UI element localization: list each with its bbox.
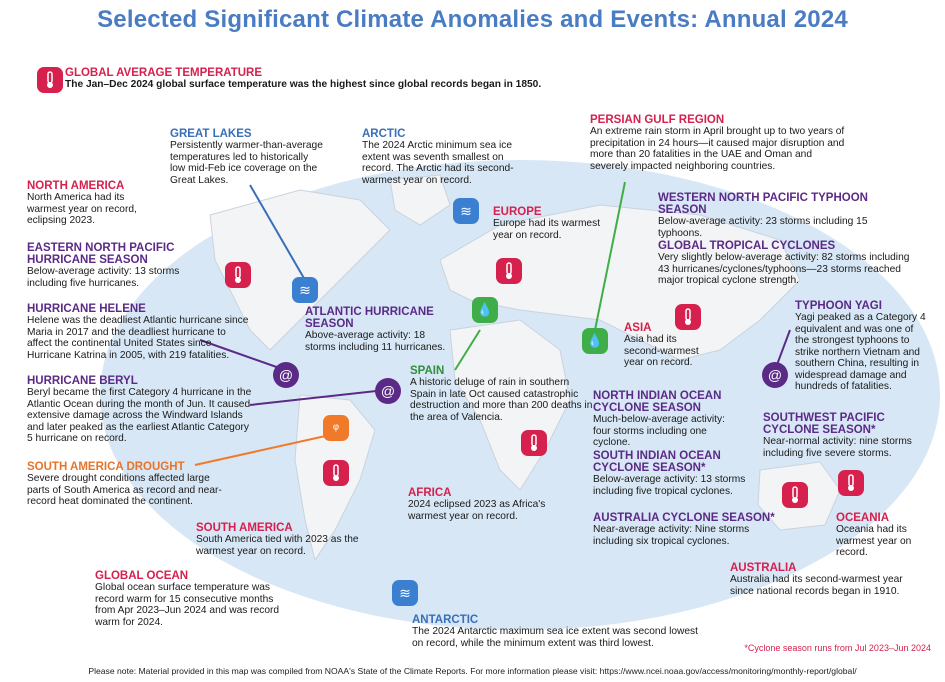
great-lakes-heading: GREAT LAKES [170,128,252,140]
sa-drought-heading: SOUTH AMERICA DROUGHT [27,461,185,473]
raindrops-icon: 💧 [472,297,498,323]
persian-gulf-heading: PERSIAN GULF REGION [590,114,725,126]
atlantic-text: Above-average activity: 18 storms including 11 hurricanes. [305,330,446,353]
ice-icon: ≋ [392,580,418,606]
enp-hurricane-heading: EASTERN NORTH PACIFIC HURRICANE SEASON [27,242,175,266]
hurricane-icon: @ [762,362,788,388]
global-temp-text: The Jan–Dec 2024 global surface temperature was the highest since global records began in 1850. [65,79,542,90]
spain-text: A historic deluge of rain in southern Spain in late Oct caused catastrophic destruction and more than 200 deaths in the area of Valencia. [410,377,593,423]
oceania-block [836,512,916,559]
thermometer-icon [37,67,63,93]
sa-drought-text: Severe drought conditions affected large parts of South America as record and near-record heat dominated the continent. [27,473,222,507]
drought-icon: ᵠ [323,415,349,441]
australia-cyclone-text: Near-average activity: Nine storms including six tropical cyclones. [593,524,750,547]
australia-heading: AUSTRALIA [730,562,797,574]
thermometer-icon [838,470,864,496]
europe-text: Europe had its warmest year on record. [493,218,601,241]
sio-heading: SOUTH INDIAN OCEAN CYCLONE SEASON* [593,450,721,474]
antarctic-text: The 2024 Antarctic maximum sea ice extent was second lowest on record, while the minimum extent was third lowest. [412,626,698,649]
australia-cyclone-heading: AUSTRALIA CYCLONE SEASON* [593,512,775,524]
antarctic-heading: ANTARCTIC [412,614,479,626]
spain-block [410,365,595,423]
australia-cyclone-block [593,512,778,547]
arctic-block [362,128,537,186]
great-lakes-block [170,128,325,186]
oceania-heading: OCEANIA [836,512,890,524]
hurricane-icon: @ [273,362,299,388]
helene-text: Helene was the deadliest Atlantic hurricane since Maria in 2017 and the deadliest hurricane to affect the continental United States since Hurricane Katrina in 2005, with 219 fatalities. [27,315,249,361]
arctic-heading: ARCTIC [362,128,406,140]
south-america-heading: SOUTH AMERICA [196,522,293,534]
asia-block [624,322,714,369]
nio-text: Much-below-average activity: four storms including one cyclone. [593,414,725,448]
europe-block [493,206,613,241]
wnp-typhoon-block [658,192,898,239]
thermometer-icon [323,460,349,486]
typhoon-yagi-heading: TYPHOON YAGI [795,300,882,312]
arctic-text: The 2024 Arctic minimum sea ice extent was seventh smallest on record. The Arctic had its second-warmest year on record. [362,140,514,186]
wnp-typhoon-text: Below-average activity: 23 storms including 15 typhoons. [658,216,868,239]
south-america-text: South America tied with 2023 as the warmest year on record. [196,534,359,557]
great-lakes-text: Persistently warmer-than-average temperatures led to historically low mid-Feb ice coverage on the Great Lakes. [170,140,323,186]
oceania-text: Oceania had its warmest year on record. [836,524,912,558]
cyclone-note: *Cyclone season runs from Jul 2023–Jun 2024 [744,643,931,653]
beryl-heading: HURRICANE BERYL [27,375,138,387]
thermometer-icon [521,430,547,456]
enp-hurricane-block [27,242,202,289]
global-ocean-text: Global ocean surface temperature was record warm for 15 consecutive months from Apr 2023–Jun 2024 and was record warm for 2024. [95,582,280,628]
australia-block [730,562,905,597]
raindrops-icon: 💧 [582,328,608,354]
hurricane-icon: @ [375,378,401,404]
sio-block [593,450,763,497]
africa-text: 2024 eclipsed 2023 as Africa's warmest year on record. [408,499,546,522]
ice-icon: ≋ [453,198,479,224]
global-tropical-block [658,240,923,287]
thermometer-icon [782,482,808,508]
europe-heading: EUROPE [493,206,542,218]
helene-heading: HURRICANE HELENE [27,303,146,315]
global-ocean-block [95,570,295,628]
persian-gulf-block [590,114,850,172]
sio-text: Below-average activity: 13 storms including five tropical cyclones. [593,474,746,497]
global-temp-heading: GLOBAL AVERAGE TEMPERATURE [65,67,262,79]
beryl-block [27,375,252,445]
south-america-block [196,522,376,557]
north-america-text: North America had its warmest year on record, eclipsing 2023. [27,192,137,226]
asia-heading: ASIA [624,322,652,334]
nio-block [593,390,743,449]
swp-text: Near-normal activity: nine storms including five severe storms. [763,436,912,459]
global-ocean-heading: GLOBAL OCEAN [95,570,189,582]
africa-heading: AFRICA [408,487,452,499]
thermometer-icon [225,262,251,288]
north-america-heading: NORTH AMERICA [27,180,125,192]
footer-note: Please note: Material provided in this map was compiled from NOAA's State of the Climate Reports. For more information please visit: https://www.ncei.noaa.gov/access/monitoring/monthly-report/global/ [88,666,857,676]
australia-text: Australia had its second-warmest year since national records began in 1910. [730,574,903,597]
nio-heading: NORTH INDIAN OCEAN CYCLONE SEASON [593,390,722,414]
thermometer-icon [496,258,522,284]
atlantic-block [305,306,455,353]
swp-heading: SOUTHWEST PACIFIC CYCLONE SEASON* [763,412,885,436]
typhoon-yagi-block [795,300,930,393]
global-temp-block [65,67,585,91]
helene-block [27,303,252,361]
atlantic-heading: ATLANTIC HURRICANE SEASON [305,306,434,330]
enp-hurricane-text: Below-average activity: 13 storms including five hurricanes. [27,266,180,289]
global-tropical-heading: GLOBAL TROPICAL CYCLONES [658,240,836,252]
persian-gulf-text: An extreme rain storm in April brought up to two years of precipitation in 24 hours—it caused major disruption and more than 20 fatalities in the UAE and Oman and severely impacted neighboring countries. [590,126,845,172]
spain-heading: SPAIN [410,365,445,377]
swp-block [763,412,928,459]
sa-drought-block [27,461,227,508]
page-title: Selected Significant Climate Anomalies and Events: Annual 2024 [97,6,848,33]
wnp-typhoon-heading: WESTERN NORTH PACIFIC TYPHOON SEASON [658,192,868,216]
antarctic-block [412,614,712,649]
ice-icon: ≋ [292,277,318,303]
africa-block [408,487,558,522]
beryl-text: Beryl became the first Category 4 hurricane in the Atlantic Ocean during the month of Jun. It caused extensive damage across the Windward Islands and later peaked as the earliest Atlantic Category 5 hurricane on record. [27,387,252,444]
asia-text: Asia had its second-warmest year on record. [624,334,699,368]
typhoon-yagi-text: Yagi peaked as a Category 4 equivalent and was one of the strongest typhoons to strike northern Vietnam and southern China, resulting in widespread damage and hundreds of fatalities. [795,312,926,392]
thermometer-icon [675,304,701,330]
north-america-block [27,180,162,227]
global-tropical-text: Very slightly below-average activity: 82 storms including 43 hurricanes/cyclones/typhoons—23 storms reached major tropical cyclone strength. [658,252,910,286]
